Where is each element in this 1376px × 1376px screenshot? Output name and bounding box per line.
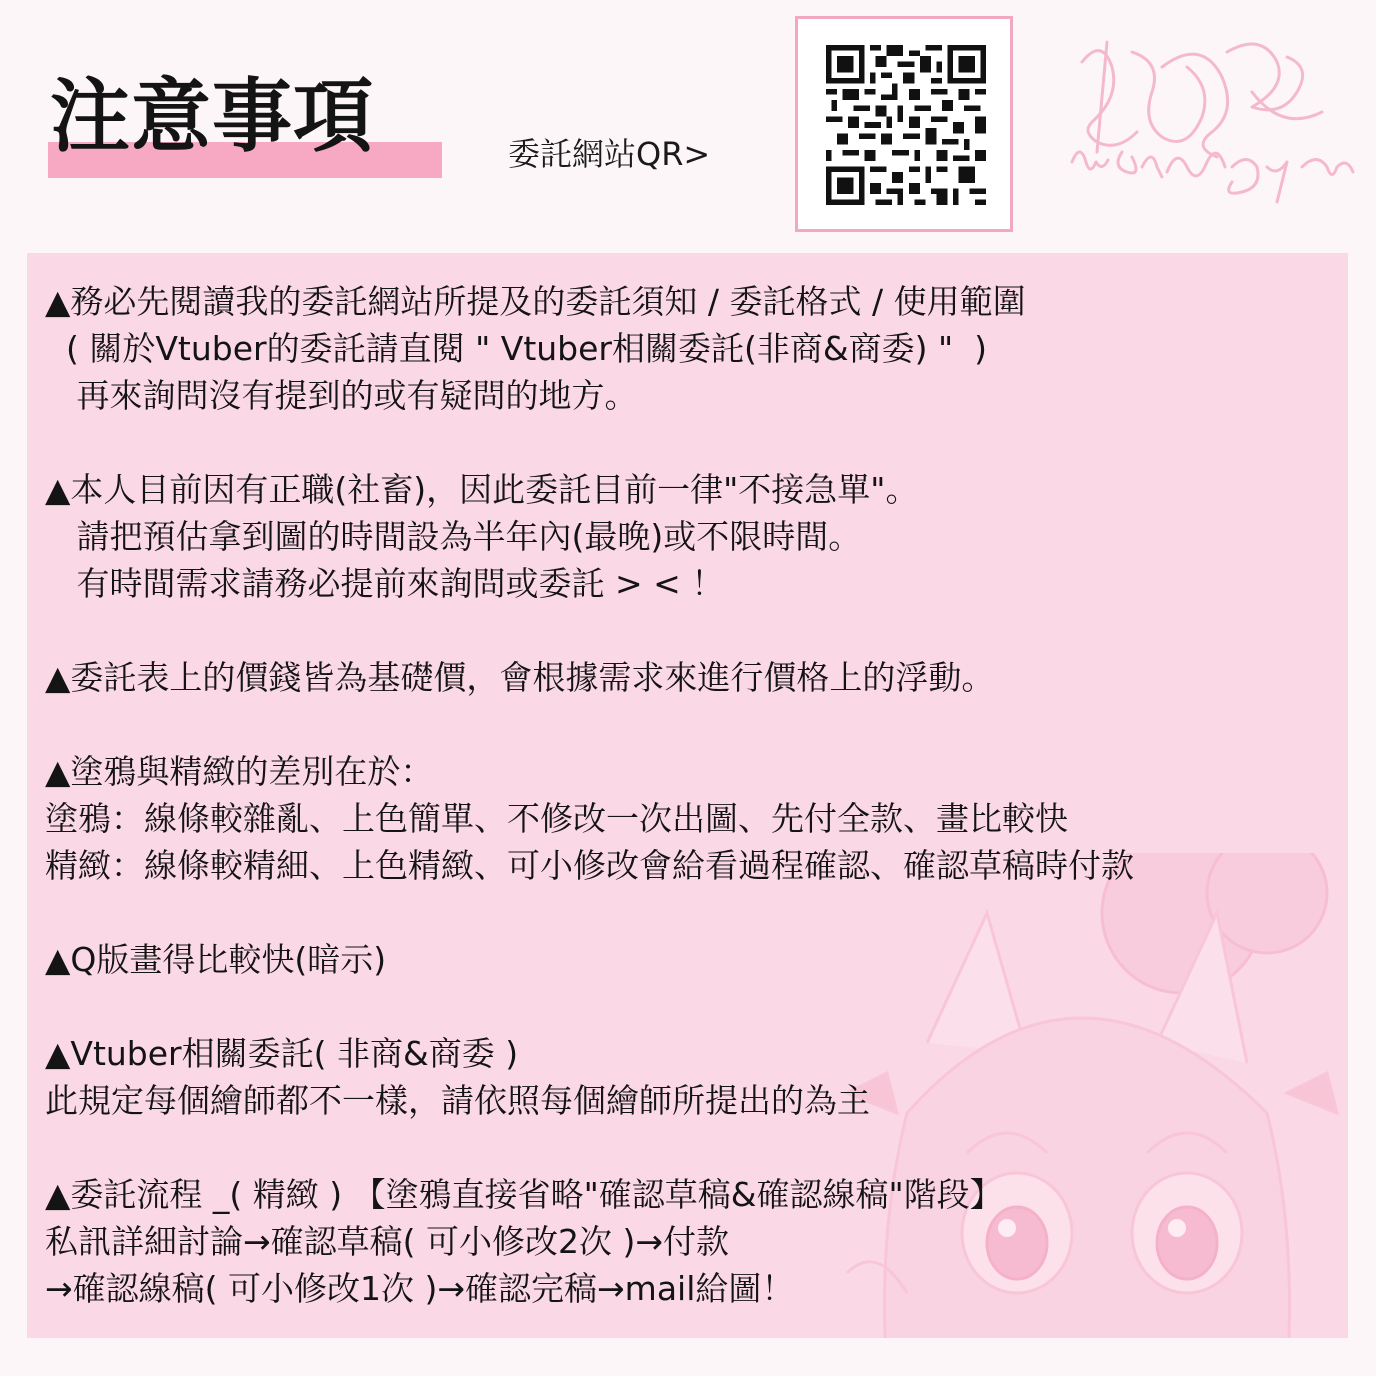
notice-line: 請把預估拿到圖的時間設為半年內(最晚)或不限時間。 (45, 517, 862, 556)
notice-line: 再來詢問沒有提到的或有疑問的地方。 (45, 376, 638, 415)
notice-line: ( 關於Vtuber的委託請直閱 " Vtuber相關委託(非商&商委) " ) (45, 329, 987, 368)
signature-logo (1062, 22, 1358, 222)
section-spacer (45, 419, 1345, 466)
section-spacer (45, 701, 1345, 748)
qr-code-frame[interactable] (795, 16, 1013, 232)
qr-code-icon (826, 45, 986, 205)
notice-line: ▲塗鴉與精緻的差別在於： (45, 752, 434, 791)
notice-line: →確認線稿( 可小修改1次 )→確認完稿→mail給圖！ (45, 1269, 795, 1308)
title-block (48, 62, 444, 180)
notice-line: 有時間需求請務必提前來詢問或委託 > < ！ (45, 564, 725, 603)
notice-line: 此規定每個繪師都不一樣，請依照每個繪師所提出的為主 (45, 1081, 870, 1120)
notice-line: 塗鴉：線條較雜亂、上色簡單、不修改一次出圖、先付全款、畫比較快 (45, 799, 1068, 838)
notice-line: ▲Vtuber相關委託( 非商&商委 ) (45, 1034, 519, 1073)
notice-line: ▲Q版畫得比較快(暗示) (45, 940, 387, 979)
section-spacer (45, 983, 1345, 1030)
qr-label: 委託網站QR> (508, 135, 711, 173)
notice-line: ▲委託流程 _( 精緻 ) 【塗鴉直接省略"確認草稿&確認線稿"階段】 (45, 1175, 1003, 1214)
notice-line: ▲本人目前因有正職(社畜)，因此委託目前一律"不接急單"。 (45, 470, 919, 509)
notice-panel (27, 253, 1348, 1338)
section-spacer (45, 889, 1345, 936)
section-spacer (45, 607, 1345, 654)
notice-line: 私訊詳細討論→確認草稿( 可小修改2次 )→付款 (45, 1222, 730, 1261)
notice-line: ▲委託表上的價錢皆為基礎價，會根據需求來進行價格上的浮動。 (45, 658, 995, 697)
notice-content (45, 278, 1345, 1312)
notice-line: ▲務必先閱讀我的委託網站所提及的委託須知 / 委託格式 / 使用範圍 (45, 282, 1026, 321)
notice-line: 精緻：線條較精細、上色精緻、可小修改會給看過程確認、確認草稿時付款 (45, 846, 1134, 885)
page-title: 注意事項 (50, 70, 374, 163)
section-spacer (45, 1124, 1345, 1171)
